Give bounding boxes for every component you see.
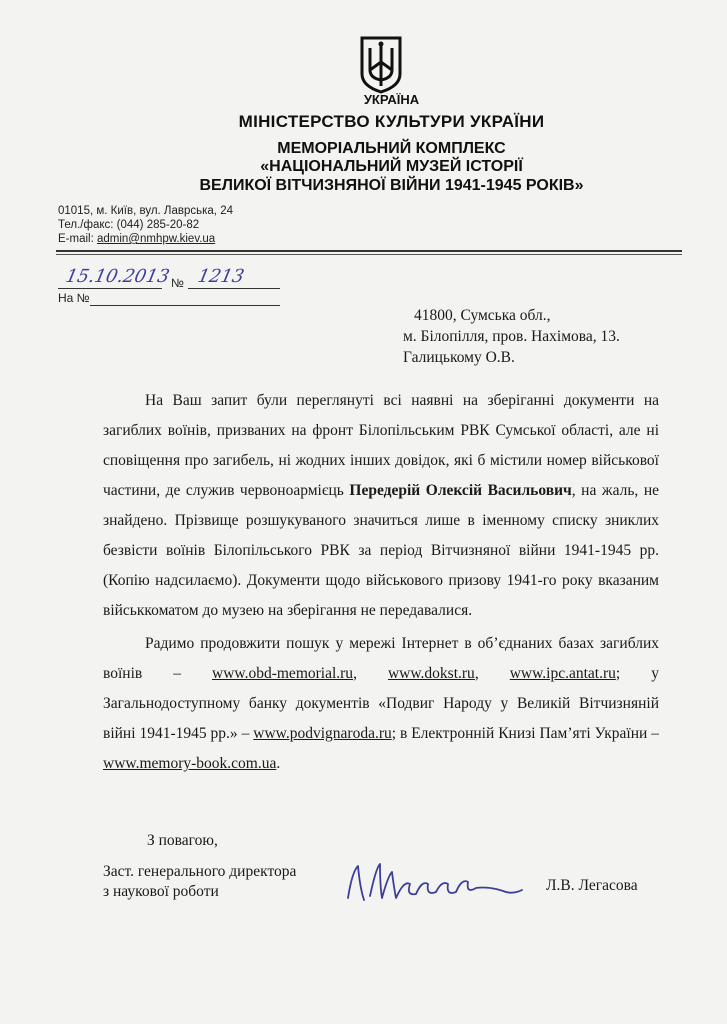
handwritten-signature [330, 858, 530, 910]
signatory-title-line1: Заст. генерального директора [103, 863, 297, 880]
letter-body [103, 386, 659, 779]
museum-heading-line1: «НАЦІОНАЛЬНИЙ МУЗЕЙ ІСТОРІЇ [260, 158, 523, 175]
paragraph-2 [103, 629, 659, 779]
recipient-line2: м. Білопілля, пров. Нахімова, 13. [403, 328, 620, 345]
sep-1: , [353, 665, 388, 682]
header-divider-thin [56, 254, 682, 255]
p1-end: , на жаль, не знайдено. Прізвище розшукуваного значиться лише в іменному списку зниклих безвісти воїнів Білопільського РВК за період Вітчизняної війни 1941-1945 рр. (Копію надсилаємо). Документи щодо військового призову 1941-го року вказаним військкоматом до музею на зберігання не передавалися. [103, 482, 659, 619]
header-divider [56, 250, 682, 252]
email-label: E-mail: [58, 233, 97, 245]
soldier-name: Передерій Олексій Васильович [349, 482, 572, 499]
ministry-heading: МІНІСТЕРСТВО КУЛЬТУРИ УКРАЇНИ [238, 112, 545, 131]
contact-block [58, 204, 233, 246]
contact-phone: Тел./факс: (044) 285-20-82 [58, 219, 200, 231]
trident-emblem-icon [359, 36, 403, 94]
link-ipc-antat[interactable]: www.ipc.antat.ru [509, 665, 616, 682]
reply-label: На № [58, 291, 90, 305]
p2-c: ; в Електронній Книзі Пам’яті України – [391, 725, 660, 742]
contact-address: 01015, м. Київ, вул. Лаврська, 24 [58, 205, 233, 217]
complex-heading: МЕМОРІАЛЬНИЙ КОМПЛЕКС [277, 140, 506, 157]
signatory-title [103, 862, 296, 902]
handwritten-number: 1213 [195, 266, 247, 287]
country-heading: УКРАЇНА [363, 92, 420, 107]
p2-b: ; у Загальнодоступному банку документів «Подвиг Народу у Великій Вітчизняній війні 1941-1945 рр.» – [103, 665, 660, 742]
reply-underline [90, 305, 280, 306]
email-link[interactable]: admin@nmhpw.kiev.ua [96, 233, 216, 245]
date-underline [58, 288, 162, 289]
recipient-address [403, 305, 620, 368]
link-podvignaroda[interactable]: www.podvignaroda.ru [253, 725, 392, 742]
sep-2: , [474, 665, 510, 682]
closing-regards: З повагою, [147, 832, 218, 849]
contact-email-row [58, 232, 233, 246]
link-memory-book[interactable]: www.memory-book.com.ua [103, 755, 277, 772]
handwritten-date: 15.10.2013 [63, 266, 172, 287]
recipient-line1: 41800, Сумська обл., [414, 307, 551, 324]
p2-d: . [276, 755, 281, 772]
p1-start: На Ваш запит були переглянуті всі наявні на зберіганні документи на загиблих воїнів, призваних на фронт Білопільським РВК Сумської області, але ні сповіщення про загибель, ні жодних інших довідок, які б містили номер військової частини, де служив червоноармієць [103, 392, 659, 499]
number-underline [188, 288, 280, 289]
link-obd-memorial[interactable]: www.obd-memorial.ru [212, 665, 354, 682]
number-label: № [171, 276, 184, 290]
signatory-title-line2: з наукової роботи [103, 883, 219, 900]
link-dokst[interactable]: www.dokst.ru [387, 665, 475, 682]
museum-heading-line2: ВЕЛИКОЇ ВІТЧИЗНЯНОЇ ВІЙНИ 1941-1945 РОКІВ» [199, 177, 584, 194]
paragraph-1 [103, 386, 659, 626]
recipient-line3: Галицькому О.В. [403, 349, 515, 366]
signatory-name: Л.В. Легасова [546, 877, 638, 894]
p2-a: Радимо продовжити пошук у мережі Інтернет в об’єднаних базах загиблих воїнів – [103, 635, 659, 682]
